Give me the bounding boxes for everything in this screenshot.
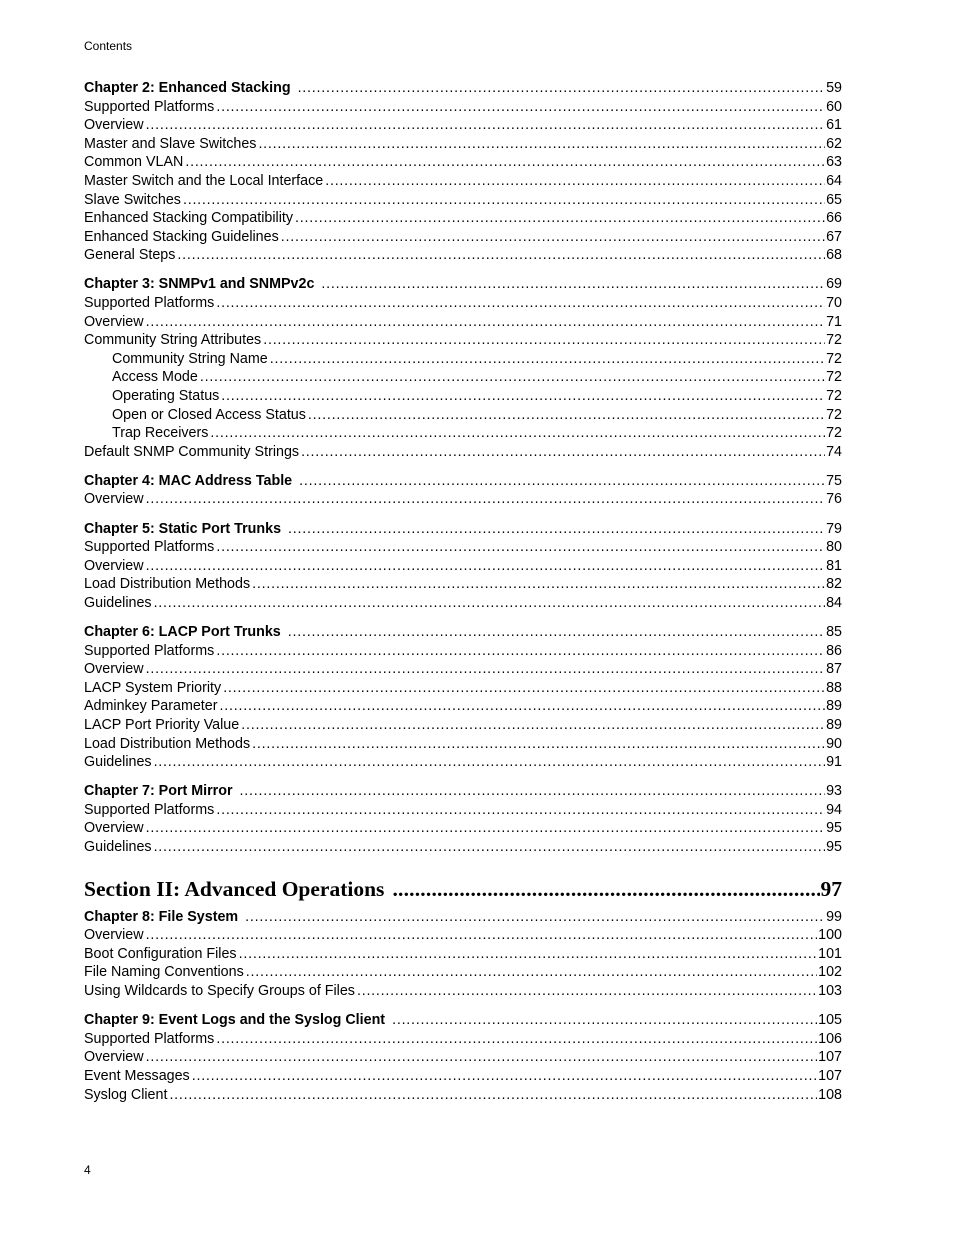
dot-leader [146, 557, 826, 576]
entry-page: 105 [818, 1012, 842, 1029]
entry-title: Overview [84, 117, 144, 134]
section-title: Section II: Advanced Operations [84, 876, 385, 901]
chapter-group [84, 1011, 842, 1104]
toc-entry[interactable] [84, 490, 842, 509]
entry-page: 103 [818, 983, 842, 1000]
toc-entry[interactable] [84, 538, 842, 557]
dot-leader [146, 819, 826, 838]
dot-leader [321, 275, 825, 294]
dot-leader [301, 443, 825, 462]
entry-page: 72 [826, 350, 842, 367]
toc-entry[interactable] [84, 660, 842, 679]
entry-title: Guidelines [84, 839, 152, 856]
dot-leader [239, 945, 818, 964]
entry-page: 107 [818, 1049, 842, 1066]
toc-chapter-entry[interactable] [84, 275, 842, 294]
toc-entry[interactable] [84, 116, 842, 135]
toc-entry[interactable] [84, 819, 842, 838]
dot-leader [169, 1086, 817, 1105]
section-heading[interactable] [84, 874, 842, 904]
entry-page: 94 [826, 801, 842, 818]
chapter-group [84, 908, 842, 1001]
entry-title: Community String Name [112, 350, 268, 367]
dot-leader [216, 538, 825, 557]
entry-page: 87 [826, 661, 842, 678]
toc-entry[interactable] [84, 945, 842, 964]
dot-leader [258, 135, 825, 154]
dot-leader [210, 424, 825, 443]
entry-title: Supported Platforms [84, 1030, 215, 1047]
entry-page: 67 [826, 228, 842, 245]
entry-page: 68 [826, 247, 842, 264]
entry-page: 85 [826, 624, 842, 641]
dot-leader [154, 594, 826, 613]
dot-leader [288, 623, 825, 642]
toc-part-one [84, 79, 842, 857]
entry-page: 106 [818, 1030, 842, 1047]
entry-page: 89 [826, 717, 842, 733]
dot-leader [392, 874, 819, 904]
entry-title: Using Wildcards to Specify Groups of Files [84, 983, 355, 1000]
entry-title: Supported Platforms [84, 642, 215, 659]
entry-title: Load Distribution Methods [84, 735, 251, 752]
toc-entry[interactable] [84, 679, 842, 698]
toc-entry[interactable] [84, 1067, 842, 1086]
entry-title: Overview [84, 491, 144, 508]
entry-page: 72 [826, 425, 842, 442]
entry-page: 99 [826, 908, 842, 925]
entry-page: 93 [826, 783, 842, 800]
toc-chapter-entry[interactable] [84, 782, 842, 801]
toc-subentry[interactable] [84, 406, 842, 425]
dot-leader [146, 313, 826, 332]
chapter-group [84, 472, 842, 509]
entry-page: 64 [826, 172, 842, 189]
toc-entry[interactable] [84, 557, 842, 576]
dot-leader [183, 191, 825, 210]
entry-title: Supported Platforms [84, 539, 215, 556]
entry-page: 60 [826, 98, 842, 115]
toc-entry[interactable] [84, 209, 842, 228]
dot-leader [185, 153, 825, 172]
dot-leader [263, 331, 825, 350]
entry-title: Operating Status [112, 388, 220, 404]
toc-subentry[interactable] [84, 368, 842, 387]
entry-page: 91 [826, 754, 842, 771]
dot-leader [216, 294, 825, 313]
entry-title: Overview [84, 927, 144, 944]
dot-leader [223, 679, 825, 698]
toc-entry[interactable] [84, 331, 842, 350]
entry-title: Supported Platforms [84, 801, 215, 818]
entry-page: 80 [826, 539, 842, 556]
toc-entry[interactable] [84, 1048, 842, 1067]
dot-leader [154, 753, 826, 772]
dot-leader [221, 387, 825, 406]
entry-page: 72 [826, 369, 842, 386]
section-page: 97 [820, 876, 842, 901]
entry-title: Overview [84, 820, 144, 837]
toc-chapter-entry[interactable] [84, 908, 842, 927]
toc-chapter-entry[interactable] [84, 1011, 842, 1030]
dot-leader [295, 209, 825, 228]
dot-leader [146, 490, 826, 509]
entry-page: 95 [826, 839, 842, 856]
entry-title: Event Messages [84, 1067, 190, 1084]
chapter-group [84, 275, 842, 461]
entry-page: 72 [826, 388, 842, 404]
toc-entry[interactable] [84, 982, 842, 1001]
entry-title: Chapter 8: File System [84, 908, 239, 925]
dot-leader [240, 782, 826, 801]
toc-subentry[interactable] [84, 387, 842, 406]
entry-title: Load Distribution Methods [84, 576, 251, 593]
entry-page: 81 [826, 557, 842, 574]
entry-page: 89 [826, 698, 842, 715]
dot-leader [252, 575, 825, 594]
entry-page: 72 [826, 332, 842, 349]
entry-title: Guidelines [84, 754, 152, 771]
entry-title: Open or Closed Access Status [112, 406, 306, 423]
dot-leader [246, 963, 817, 982]
dot-leader [146, 1048, 818, 1067]
toc-entry[interactable] [84, 172, 842, 191]
entry-title: Chapter 5: Static Port Trunks [84, 520, 282, 537]
dot-leader [325, 172, 825, 191]
toc-entry[interactable] [84, 135, 842, 154]
toc-entry[interactable] [84, 1086, 842, 1105]
toc-entry[interactable] [84, 1030, 842, 1049]
entry-title: Master and Slave Switches [84, 135, 257, 152]
entry-title: Chapter 6: LACP Port Trunks [84, 624, 281, 641]
dot-leader [357, 982, 817, 1001]
dot-leader [216, 1030, 817, 1049]
entry-page: 74 [826, 443, 842, 460]
entry-title: Default SNMP Community Strings [84, 443, 300, 460]
dot-leader [245, 908, 825, 927]
entry-title: Enhanced Stacking Compatibility [84, 210, 294, 227]
toc-entry[interactable] [84, 642, 842, 661]
entry-title: Slave Switches [84, 191, 181, 208]
toc-entry[interactable] [84, 153, 842, 172]
entry-page: 71 [826, 313, 842, 330]
entry-title: Enhanced Stacking Guidelines [84, 228, 279, 245]
chapter-group [84, 782, 842, 856]
entry-title: Guidelines [84, 594, 152, 611]
dot-leader [299, 472, 825, 491]
entry-page: 107 [818, 1067, 842, 1084]
entry-page: 70 [826, 295, 842, 312]
toc-entry[interactable] [84, 294, 842, 313]
entry-page: 88 [826, 679, 842, 696]
toc-chapter-entry[interactable] [84, 623, 842, 642]
dot-leader [220, 697, 826, 716]
dot-leader [288, 520, 825, 539]
toc-entry[interactable] [84, 697, 842, 716]
entry-title: LACP System Priority [84, 679, 222, 696]
entry-title: Chapter 9: Event Logs and the Syslog Client [84, 1012, 386, 1029]
entry-page: 84 [826, 594, 842, 611]
entry-page: 102 [818, 964, 842, 981]
dot-leader [146, 116, 826, 135]
chapter-group [84, 623, 842, 772]
entry-page: 82 [826, 576, 842, 593]
toc-entry[interactable] [84, 575, 842, 594]
toc-entry[interactable] [84, 228, 842, 247]
page-number: 4 [84, 1163, 91, 1177]
toc-entry[interactable] [84, 313, 842, 332]
toc-entry[interactable] [84, 246, 842, 265]
entry-title: Overview [84, 313, 144, 330]
entry-title: Community String Attributes [84, 332, 262, 349]
toc-entry[interactable] [84, 594, 842, 613]
dot-leader [200, 368, 825, 387]
dot-leader [216, 98, 825, 117]
toc-entry[interactable] [84, 443, 842, 462]
entry-title: Access Mode [112, 369, 198, 386]
toc-entry[interactable] [84, 753, 842, 772]
toc-chapter-entry[interactable] [84, 520, 842, 539]
toc-chapter-entry[interactable] [84, 79, 842, 98]
dot-leader [146, 926, 818, 945]
chapter-group [84, 79, 842, 265]
entry-title: LACP Port Priority Value [84, 717, 240, 733]
running-header: Contents [84, 39, 133, 53]
entry-page: 66 [826, 210, 842, 227]
toc-subentry[interactable] [84, 350, 842, 369]
entry-page: 86 [826, 642, 842, 659]
dot-leader [154, 838, 826, 857]
dot-leader [298, 79, 826, 98]
toc-chapter-entry[interactable] [84, 472, 842, 491]
entry-page: 62 [826, 135, 842, 152]
dot-leader [216, 801, 825, 820]
entry-page: 95 [826, 820, 842, 837]
toc-entry[interactable] [84, 716, 842, 735]
entry-title: Overview [84, 1049, 144, 1066]
entry-title: Overview [84, 557, 144, 574]
entry-page: 59 [826, 80, 842, 96]
toc-entry[interactable] [84, 838, 842, 857]
entry-title: Boot Configuration Files [84, 945, 237, 962]
entry-page: 69 [826, 276, 842, 293]
entry-page: 72 [826, 406, 842, 423]
dot-leader [252, 735, 825, 754]
entry-page: 100 [818, 927, 842, 944]
entry-page: 61 [826, 117, 842, 134]
entry-title: Supported Platforms [84, 295, 215, 312]
entry-title: General Steps [84, 247, 176, 264]
entry-page: 65 [826, 191, 842, 208]
entry-title: Chapter 4: MAC Address Table [84, 472, 293, 489]
dot-leader [392, 1011, 817, 1030]
entry-title: Chapter 3: SNMPv1 and SNMPv2c [84, 276, 315, 293]
toc-subentry[interactable] [84, 424, 842, 443]
entry-page: 90 [826, 735, 842, 752]
table-of-contents [84, 79, 842, 1115]
toc-entry[interactable] [84, 735, 842, 754]
entry-title: Chapter 7: Port Mirror [84, 783, 233, 800]
entry-title: Trap Receivers [112, 425, 209, 442]
dot-leader [192, 1067, 817, 1086]
chapter-group [84, 520, 842, 613]
entry-page: 101 [818, 945, 842, 962]
entry-page: 79 [826, 520, 842, 537]
entry-title: Chapter 2: Enhanced Stacking [84, 80, 291, 96]
dot-leader [308, 406, 825, 425]
toc-entry[interactable] [84, 801, 842, 820]
toc-entry[interactable] [84, 963, 842, 982]
dot-leader [216, 642, 825, 661]
dot-leader [241, 716, 825, 735]
dot-leader [177, 246, 825, 265]
toc-part-two [84, 908, 842, 1104]
entry-page: 76 [826, 491, 842, 508]
entry-title: Overview [84, 661, 144, 678]
entry-title: Supported Platforms [84, 98, 215, 115]
entry-title: Common VLAN [84, 154, 184, 171]
entry-title: File Naming Conventions [84, 964, 244, 981]
entry-title: Master Switch and the Local Interface [84, 172, 324, 189]
entry-title: Syslog Client [84, 1086, 168, 1103]
dot-leader [146, 660, 826, 679]
entry-title: Adminkey Parameter [84, 698, 218, 715]
toc-entry[interactable] [84, 926, 842, 945]
entry-page: 63 [826, 154, 842, 171]
toc-entry[interactable] [84, 191, 842, 210]
entry-page: 108 [818, 1086, 842, 1103]
toc-entry[interactable] [84, 98, 842, 117]
entry-page: 75 [826, 472, 842, 489]
dot-leader [270, 350, 825, 369]
dot-leader [281, 228, 825, 247]
